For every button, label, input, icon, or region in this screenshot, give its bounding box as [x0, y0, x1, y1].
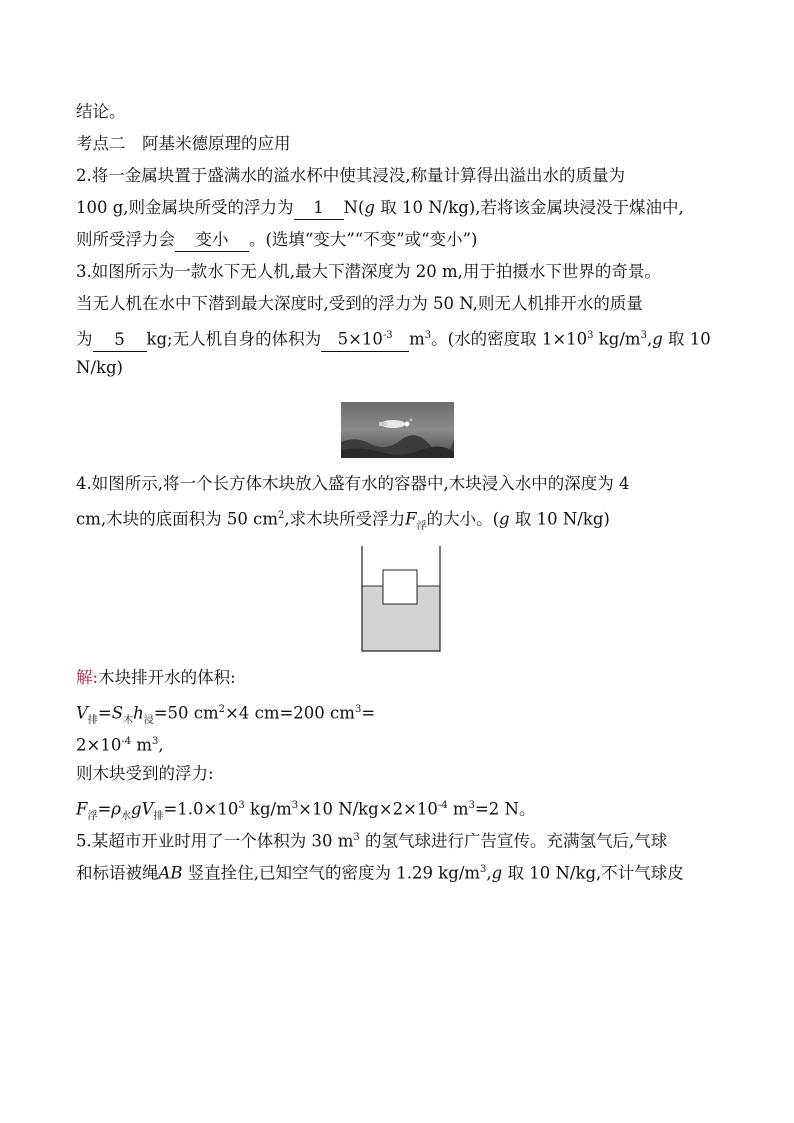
- text: 取 10: [662, 329, 711, 349]
- text: ρ: [111, 799, 121, 819]
- text: cm,木块的底面积为 50 cm: [76, 509, 279, 529]
- text: -3: [382, 330, 393, 341]
- text: =: [97, 799, 112, 819]
- text: 3: [640, 330, 647, 341]
- solution-line-5: [76, 790, 736, 822]
- text: 结论。: [76, 102, 126, 121]
- text: 2: [218, 704, 226, 715]
- text: g: [499, 509, 510, 529]
- text: 则所受浮力会: [76, 230, 175, 249]
- question-3-line-3: [76, 320, 736, 352]
- text: kg/m: [244, 799, 292, 819]
- text: 排: [87, 714, 98, 726]
- text: 2×10: [76, 735, 122, 755]
- text: 的氢气球进行广告宣传。充满氢气后,气球: [359, 831, 668, 851]
- solution-line-3: [76, 726, 736, 758]
- answer-blank: 变小: [175, 229, 249, 252]
- document-page: [76, 96, 736, 886]
- text: F: [76, 799, 88, 819]
- question-3-line-2: [76, 288, 736, 320]
- text: 5.某超市开业时用了一个体积为 30 m: [76, 831, 354, 851]
- text: m: [409, 329, 425, 349]
- underwater-drone-photo: [341, 402, 454, 458]
- text: 100 g,则金属块所受的浮力为: [76, 198, 294, 217]
- text: -4: [437, 800, 448, 811]
- text: N(: [343, 198, 365, 217]
- text: 当无人机在水中下潜到最大深度时,受到的浮力为 50 N,则无人机排开水的质量: [76, 294, 643, 313]
- text: 水: [120, 810, 131, 822]
- text: 浮: [87, 810, 98, 822]
- text: 和标语被绳: [76, 863, 159, 883]
- text: 3: [353, 832, 360, 843]
- text: =50 cm: [153, 703, 219, 723]
- text: 则木块受到的浮力:: [76, 764, 214, 783]
- text: F: [405, 509, 417, 529]
- text: 3: [424, 330, 432, 341]
- text: ,: [158, 735, 164, 755]
- text-line: [76, 96, 736, 128]
- section-heading: [76, 128, 736, 160]
- text: 浸: [143, 714, 154, 726]
- question-3-line-4: [76, 352, 736, 384]
- text: 3: [238, 800, 245, 811]
- text: 。(选填“变大”“不变”或“变小”): [249, 230, 478, 249]
- text: 取 10 N/kg,不计气球皮: [502, 863, 684, 883]
- question-5-line-2: [76, 854, 736, 886]
- text: 木块排开水的体积:: [98, 668, 236, 687]
- text: kg/m: [593, 329, 641, 349]
- text: 的大小。(: [426, 509, 500, 529]
- question-4-line-1: [76, 468, 736, 500]
- text: m: [447, 799, 469, 819]
- answer-blank: 1: [294, 197, 344, 220]
- text: 3: [468, 800, 475, 811]
- text: ,: [486, 863, 492, 883]
- text: -4: [121, 736, 132, 747]
- text: 取 10 N/kg),若将该金属块浸没于煤油中,: [374, 198, 684, 217]
- text: g: [491, 863, 503, 883]
- text: 5×10: [337, 329, 383, 349]
- text: ,求木块所受浮力: [284, 509, 406, 529]
- text: N/kg): [76, 358, 123, 377]
- container-with-wood-block-diagram: [361, 546, 441, 652]
- text: =: [361, 703, 376, 723]
- text: 为: [76, 329, 93, 349]
- question-2-line-3: [76, 224, 736, 256]
- solution-line-4: [76, 758, 736, 790]
- text: =: [97, 703, 112, 723]
- text: ,: [646, 329, 653, 349]
- text: ×4 cm=200 cm: [225, 703, 355, 723]
- text: 3: [587, 330, 594, 341]
- answer-blank: 5: [93, 329, 147, 352]
- wood-block: [383, 570, 417, 604]
- text: V: [76, 703, 88, 723]
- text: 浮: [416, 520, 427, 532]
- text: =2 N。: [474, 799, 536, 819]
- text: g: [652, 329, 663, 349]
- text: kg;无人机自身的体积为: [146, 329, 322, 349]
- solution-line-2: [76, 694, 736, 726]
- text: 3: [151, 736, 159, 747]
- question-2-line-2: [76, 192, 736, 224]
- question-5-line-1: [76, 822, 736, 854]
- solution-label: 解:: [76, 668, 99, 687]
- text: 2: [278, 510, 285, 521]
- text: ×10 N/kg×2×10: [298, 799, 438, 819]
- solution-line-1: [76, 662, 736, 694]
- text: AB: [158, 863, 183, 883]
- text: 2.将一金属块置于盛满水的溢水杯中使其浸没,称量计算得出溢出水的质量为: [76, 166, 625, 185]
- text: 考点二 阿基米德原理的应用: [76, 134, 291, 153]
- question-4-line-2: [76, 500, 736, 532]
- question-2-line-1: [76, 160, 736, 192]
- question-3-line-1: [76, 256, 736, 288]
- answer-blank: [321, 325, 409, 352]
- text: 竖直拴住,已知空气的密度为 1.29 kg/m: [182, 863, 481, 883]
- text: h: [133, 703, 144, 723]
- text: 3: [354, 704, 362, 715]
- text: 3: [291, 800, 299, 811]
- text: m: [131, 735, 152, 755]
- text: gV: [130, 799, 154, 819]
- text: =1.0×10: [163, 799, 239, 819]
- text: 。(水的密度取 1×10: [431, 329, 588, 349]
- text: 木: [123, 714, 134, 726]
- text: 取 10 N/kg): [509, 509, 610, 529]
- text: 4.如图所示,将一个长方体木块放入盛有水的容器中,木块浸入水中的深度为 4: [76, 474, 630, 493]
- text: 排: [153, 810, 164, 822]
- text: g: [364, 198, 375, 217]
- text: 3: [480, 864, 487, 875]
- text: S: [111, 703, 124, 723]
- text: 3.如图所示为一款水下无人机,最大下潜深度为 20 m,用于拍摄水下世界的奇景。: [76, 262, 661, 281]
